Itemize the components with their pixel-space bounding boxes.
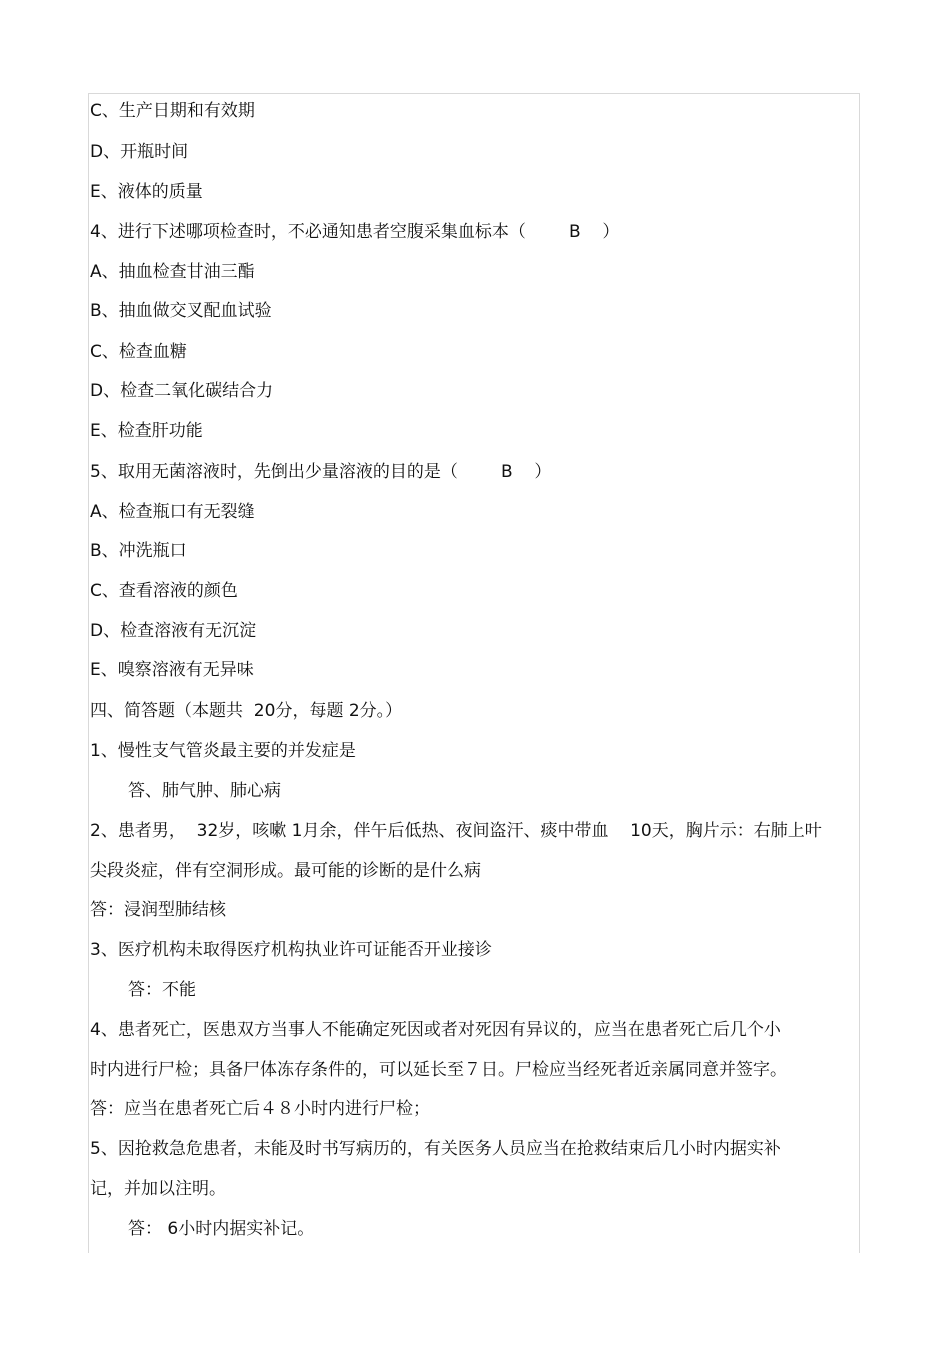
option-4e: E、检查肝功能 xyxy=(90,421,203,441)
short-answer-5: 答： 6小时内据实补记。 xyxy=(128,1219,315,1239)
option-5e: E、嗅察溶液有无异味 xyxy=(90,660,254,680)
short-answer-3: 答：不能 xyxy=(128,980,196,1000)
option-5c: C、查看溶液的颜色 xyxy=(90,581,238,601)
short-question-2-line-1: 2、患者男， 32岁，咳嗽 1月余，伴午后低热、夜间盗汗、痰中带血 10天，胸片示：右肺上叶 xyxy=(90,821,822,841)
section-heading: 四、简答题（本题共 20分，每题 2分。） xyxy=(90,701,403,721)
option-4b: B、抽血做交叉配血试验 xyxy=(90,301,272,321)
option-3d: D、开瓶时间 xyxy=(90,142,189,162)
option-3c: C、生产日期和有效期 xyxy=(90,101,255,121)
option-4a: A、抽血检查甘油三酯 xyxy=(90,262,255,282)
question-4: 4、进行下述哪项检查时，不必通知患者空腹采集血标本（ B ） xyxy=(90,222,620,242)
short-question-3: 3、医疗机构未取得医疗机构执业许可证能否开业接诊 xyxy=(90,940,492,960)
short-answer-1: 答、肺气肿、肺心病 xyxy=(128,781,281,801)
short-question-2-line-2: 尖段炎症，伴有空洞形成。最可能的诊断的是什么病 xyxy=(90,861,481,881)
short-answer-4: 答：应当在患者死亡后４８小时内进行尸检； xyxy=(90,1099,430,1119)
option-5a: A、检查瓶口有无裂缝 xyxy=(90,502,255,522)
option-3e: E、液体的质量 xyxy=(90,182,203,202)
option-4c: C、检查血糖 xyxy=(90,342,187,362)
short-question-5-line-1: 5、因抢救急危患者，未能及时书写病历的，有关医务人员应当在抢救结束后几小时内据实补 xyxy=(90,1139,781,1159)
question-5: 5、取用无菌溶液时，先倒出少量溶液的目的是（ B ） xyxy=(90,462,552,482)
option-5b: B、冲洗瓶口 xyxy=(90,541,187,561)
short-question-4-line-1: 4、患者死亡，医患双方当事人不能确定死因或者对死因有异议的，应当在患者死亡后几个小 xyxy=(90,1020,781,1040)
option-5d: D、检查溶液有无沉淀 xyxy=(90,621,257,641)
short-question-5-line-2: 记，并加以注明。 xyxy=(90,1179,226,1199)
short-question-4-line-2: 时内进行尸检；具备尸体冻存条件的，可以延长至７日。尸检应当经死者近亲属同意并签字。 xyxy=(90,1060,787,1080)
option-4d: D、检查二氧化碳结合力 xyxy=(90,381,274,401)
short-question-1: 1、慢性支气管炎最主要的并发症是 xyxy=(90,741,356,761)
short-answer-2: 答：浸润型肺结核 xyxy=(90,900,226,920)
